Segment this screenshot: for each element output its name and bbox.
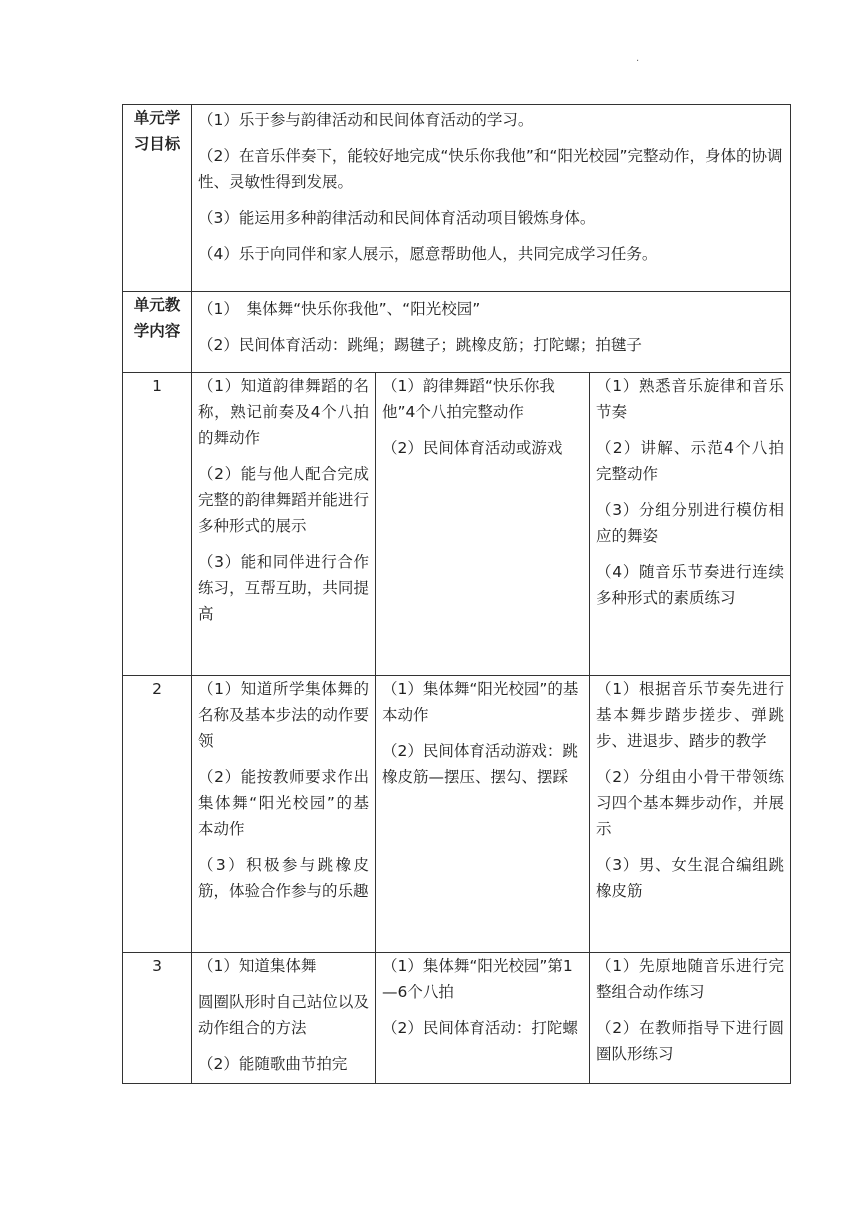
lesson-2-objective-1: （1）知道所学集体舞的名称及基本步法的动作要领 <box>198 680 369 750</box>
unit-goal-1: （1）乐于参与韵律活动和民间体育活动的学习。 <box>198 111 534 129</box>
lesson-row-3 <box>123 953 791 1084</box>
lesson-3-content-2: （2）民间体育活动：打陀螺 <box>382 1019 578 1037</box>
lesson-3-method-1: （1）先原地随音乐进行完整组合动作练习 <box>596 957 785 1001</box>
lesson-number: 1 <box>123 373 192 676</box>
unit-content-row <box>123 292 791 373</box>
lesson-1-content-2: （2）民间体育活动或游戏 <box>382 439 563 457</box>
lesson-content <box>376 373 590 676</box>
lesson-row-2 <box>123 676 791 953</box>
page-marker: · <box>636 56 640 67</box>
lesson-row-1 <box>123 373 791 676</box>
unit-goals-cell <box>192 105 791 292</box>
lesson-plan-table <box>122 104 791 1084</box>
unit-content-cell <box>192 292 791 373</box>
unit-goals-row <box>123 105 791 292</box>
lesson-number: 2 <box>123 676 192 953</box>
lesson-2-objective-2: （2）能按教师要求作出集体舞“阳光校园”的基本动作 <box>198 768 369 838</box>
lesson-3-method-2: （2）在教师指导下进行圆圈队形练习 <box>596 1019 785 1063</box>
lesson-content <box>376 953 590 1084</box>
unit-goal-4: （4）乐于向同伴和家人展示，愿意帮助他人，共同完成学习任务。 <box>198 245 658 263</box>
unit-content-label: 单元教学内容 <box>123 292 192 373</box>
lesson-1-method-3: （3）分组分别进行模仿相应的舞姿 <box>596 501 785 545</box>
lesson-2-content-1: （1）集体舞“阳光校园”的基本动作 <box>382 680 579 724</box>
lesson-1-objective-1: （1）知道韵律舞蹈的名称，熟记前奏及4个八拍的舞动作 <box>198 377 369 447</box>
lesson-1-method-1: （1）熟悉音乐旋律和音乐节奏 <box>596 377 785 421</box>
lesson-methods <box>590 676 791 953</box>
lesson-2-method-2: （2）分组由小骨干带领练习四个基本舞步动作，并展示 <box>596 768 785 838</box>
lesson-2-method-3: （3）男、女生混合编组跳橡皮筋 <box>596 856 785 900</box>
unit-content-2: （2）民间体育活动：跳绳；踢毽子；跳橡皮筋；打陀螺；拍毽子 <box>198 336 642 354</box>
unit-content-1: （1） 集体舞“快乐你我他”、“阳光校园” <box>198 300 481 318</box>
lesson-objectives <box>192 676 376 953</box>
unit-goal-2: （2）在音乐伴奏下，能较好地完成“快乐你我他”和“阳光校园”完整动作，身体的协调性、灵敏性得到发展。 <box>198 147 783 191</box>
lesson-content <box>376 676 590 953</box>
lesson-1-content-1: （1）韵律舞蹈“快乐你我他”4个八拍完整动作 <box>382 377 555 421</box>
lesson-1-method-2: （2）讲解、示范4个八拍完整动作 <box>596 439 785 483</box>
lesson-3-objective-2: 圆圈队形时自己站位以及动作组合的方法 <box>198 993 369 1037</box>
lesson-methods <box>590 953 791 1084</box>
lesson-3-content-1: （1）集体舞“阳光校园”第1—6个八拍 <box>382 957 573 1001</box>
lesson-1-objective-3: （3）能和同伴进行合作练习，互帮互助，共同提高 <box>198 553 369 623</box>
lesson-methods <box>590 373 791 676</box>
unit-goals-label: 单元学习目标 <box>123 105 192 292</box>
lesson-1-objective-2: （2）能与他人配合完成完整的韵律舞蹈并能进行多种形式的展示 <box>198 465 369 535</box>
lesson-2-content-2: （2）民间体育活动游戏：跳橡皮筋—摆压、摆勾、摆踩 <box>382 742 578 786</box>
lesson-number: 3 <box>123 953 192 1084</box>
lesson-3-objective-3: （2）能随歌曲节拍完 <box>198 1055 348 1073</box>
unit-goal-3: （3）能运用多种韵律活动和民间体育活动项目锻炼身体。 <box>198 209 596 227</box>
lesson-1-method-4: （4）随音乐节奏进行连续多种形式的素质练习 <box>596 563 785 607</box>
lesson-3-objective-1: （1）知道集体舞 <box>198 957 317 975</box>
lesson-2-objective-3: （3）积极参与跳橡皮筋，体验合作参与的乐趣 <box>198 856 369 900</box>
lesson-objectives <box>192 373 376 676</box>
lesson-2-method-1: （1）根据音乐节奏先进行基本舞步踏步搓步、弹跳步、进退步、踏步的教学 <box>596 680 785 750</box>
lesson-objectives <box>192 953 376 1084</box>
